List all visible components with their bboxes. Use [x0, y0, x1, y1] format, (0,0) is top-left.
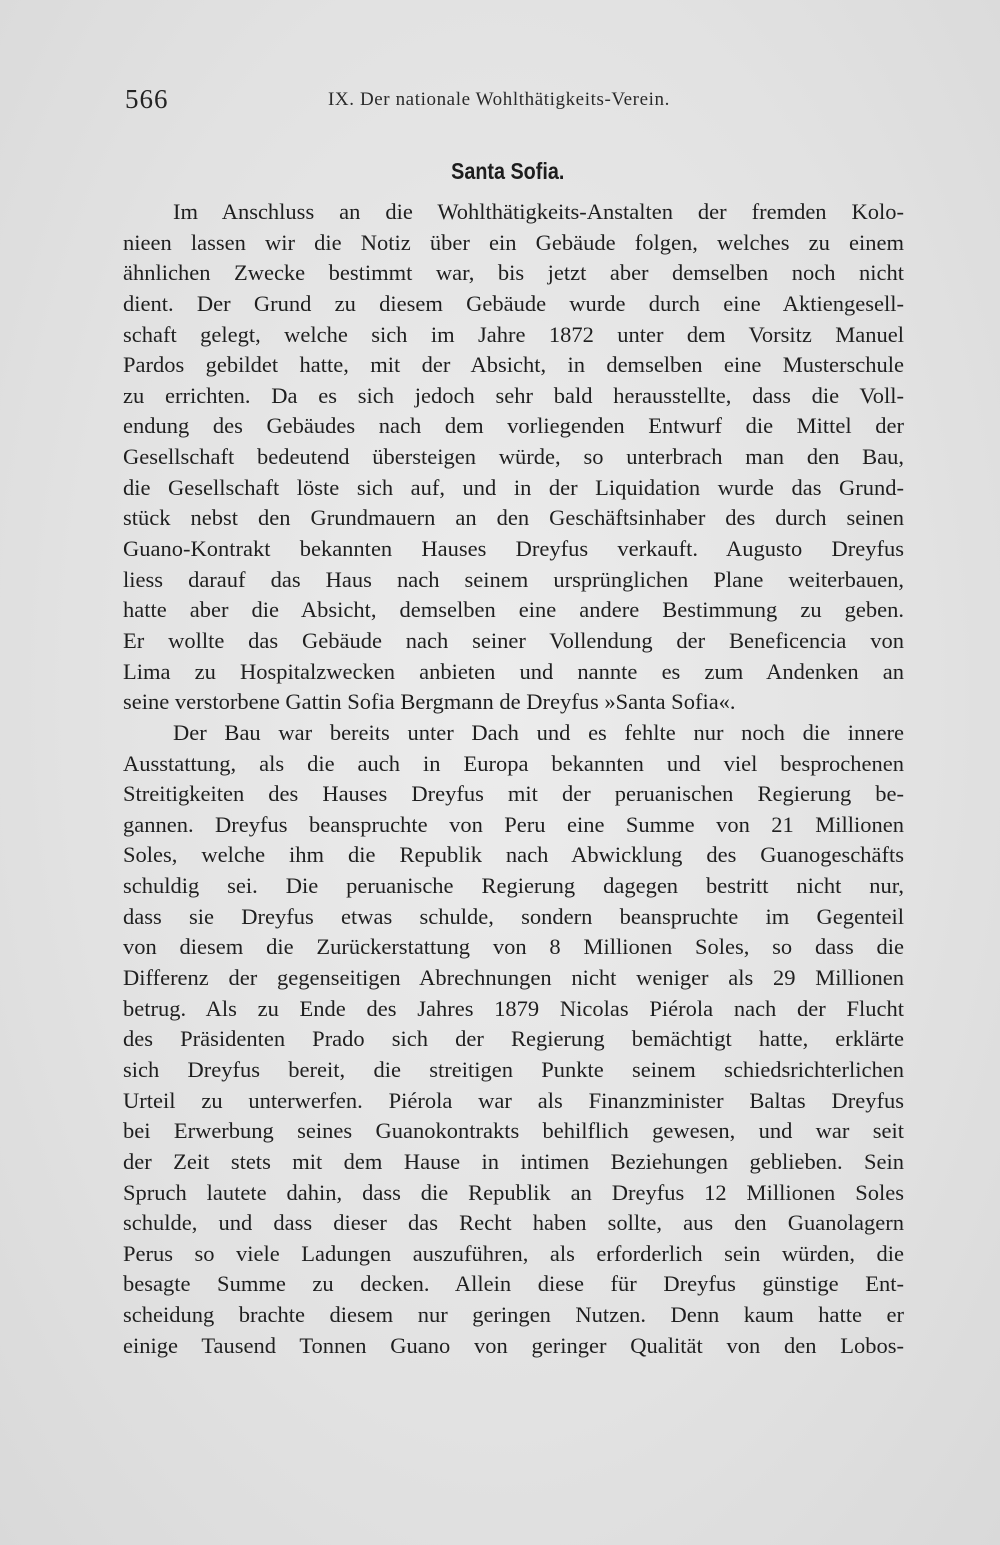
text-line: von diesem die Zurückerstattung von 8 Millionen Soles, so dass die [123, 934, 904, 960]
text-line: bei Erwerbung seines Guanokontrakts behilflich gewesen, und war seit [123, 1118, 904, 1144]
text-line: schaft gelegt, welche sich im Jahre 1872 unter dem Vorsitz Manuel [123, 321, 904, 347]
text-line: Ausstattung, als die auch in Europa bekannten und viel besprochenen [123, 750, 904, 776]
page-number: 566 [125, 84, 169, 114]
running-head: IX. Der nationale Wohlthätigkeits-Verein. [328, 89, 670, 110]
text-line: hatte aber die Absicht, demselben eine andere Bestimmung zu geben. [123, 597, 904, 623]
text-line: gannen. Dreyfus beanspruchte von Peru eine Summe von 21 Millionen [123, 811, 904, 837]
text-line: besagte Summe zu decken. Allein diese für Dreyfus günstige Ent- [123, 1271, 904, 1297]
text-line: Urteil zu unterwerfen. Piérola war als Finanzminister Baltas Dreyfus [123, 1087, 904, 1113]
text-line: Perus so viele Ladungen auszuführen, als erforderlich sein würden, die [123, 1240, 904, 1266]
text-line: Streitigkeiten des Hauses Dreyfus mit der peruanischen Regierung be- [123, 781, 904, 807]
text-line: ähnlichen Zwecke bestimmt war, bis jetzt aber demselben noch nicht [123, 260, 904, 286]
text-line: sich Dreyfus bereit, die streitigen Punkte seinem schiedsrichterlichen [123, 1056, 904, 1082]
text-line: Lima zu Hospitalzwecken anbieten und nannte es zum Andenken an [123, 658, 904, 684]
text-line: liess darauf das Haus nach seinem ursprünglichen Plane weiterbauen, [123, 566, 904, 592]
text-line: Guano-Kontrakt bekannten Hauses Dreyfus verkauft. Augusto Dreyfus [123, 536, 904, 562]
text-line: Soles, welche ihm die Republik nach Abwicklung des Guanogeschäfts [123, 842, 904, 868]
text-line: Er wollte das Gebäude nach seiner Vollendung der Beneficencia von [123, 627, 904, 653]
section-title: Santa Sofia. [451, 158, 565, 184]
text-line: dass sie Dreyfus etwas schulde, sondern beanspruchte im Gegenteil [123, 903, 904, 929]
text-line: die Gesellschaft löste sich auf, und in der Liquidation wurde das Grund- [123, 474, 904, 500]
text-line: nieen lassen wir die Notiz über ein Gebäude folgen, welches zu einem [123, 229, 904, 255]
text-line: Pardos gebildet hatte, mit der Absicht, in demselben eine Musterschule [123, 352, 904, 378]
text-line: betrug. Als zu Ende des Jahres 1879 Nicolas Piérola nach der Flucht [123, 995, 904, 1021]
text-line: schulde, und dass dieser das Recht haben sollte, aus den Guanolagern [123, 1210, 904, 1236]
text-line: seine verstorbene Gattin Sofia Bergmann de Dreyfus »Santa Sofia«. [123, 689, 736, 715]
text-line: Gesellschaft bedeutend übersteigen würde, so unterbrach man den Bau, [123, 444, 904, 470]
body-text [123, 197, 904, 1361]
text-line: Differenz der gegenseitigen Abrechnungen nicht weniger als 29 Millionen [123, 965, 904, 991]
text-line: endung des Gebäudes nach dem vorliegenden Entwurf die Mittel der [123, 413, 904, 439]
text-line: Im Anschluss an die Wohlthätigkeits-Anstalten der fremden Kolo- [173, 199, 904, 224]
text-line: der Zeit stets mit dem Hause in intimen Beziehungen geblieben. Sein [123, 1148, 904, 1174]
text-line: schuldig sei. Die peruanische Regierung dagegen bestritt nicht nur, [123, 873, 904, 899]
text-line: zu errichten. Da es sich jedoch sehr bald herausstellte, dass die Voll- [123, 382, 904, 408]
text-line: stück nebst den Grundmauern an den Geschäftsinhaber des durch seinen [123, 505, 904, 531]
text-line: scheidung brachte diesem nur geringen Nutzen. Denn kaum hatte er [123, 1302, 904, 1328]
text-line: Spruch lautete dahin, dass die Republik an Dreyfus 12 Millionen Soles [123, 1179, 904, 1205]
text-line: dient. Der Grund zu diesem Gebäude wurde durch eine Aktiengesell- [123, 290, 904, 316]
text-line: des Präsidenten Prado sich der Regierung bemächtigt hatte, erklärte [123, 1026, 904, 1052]
text-line: Der Bau war bereits unter Dach und es fehlte nur noch die innere [173, 719, 904, 745]
text-line: einige Tausend Tonnen Guano von geringer Qualität von den Lobos- [123, 1332, 904, 1358]
